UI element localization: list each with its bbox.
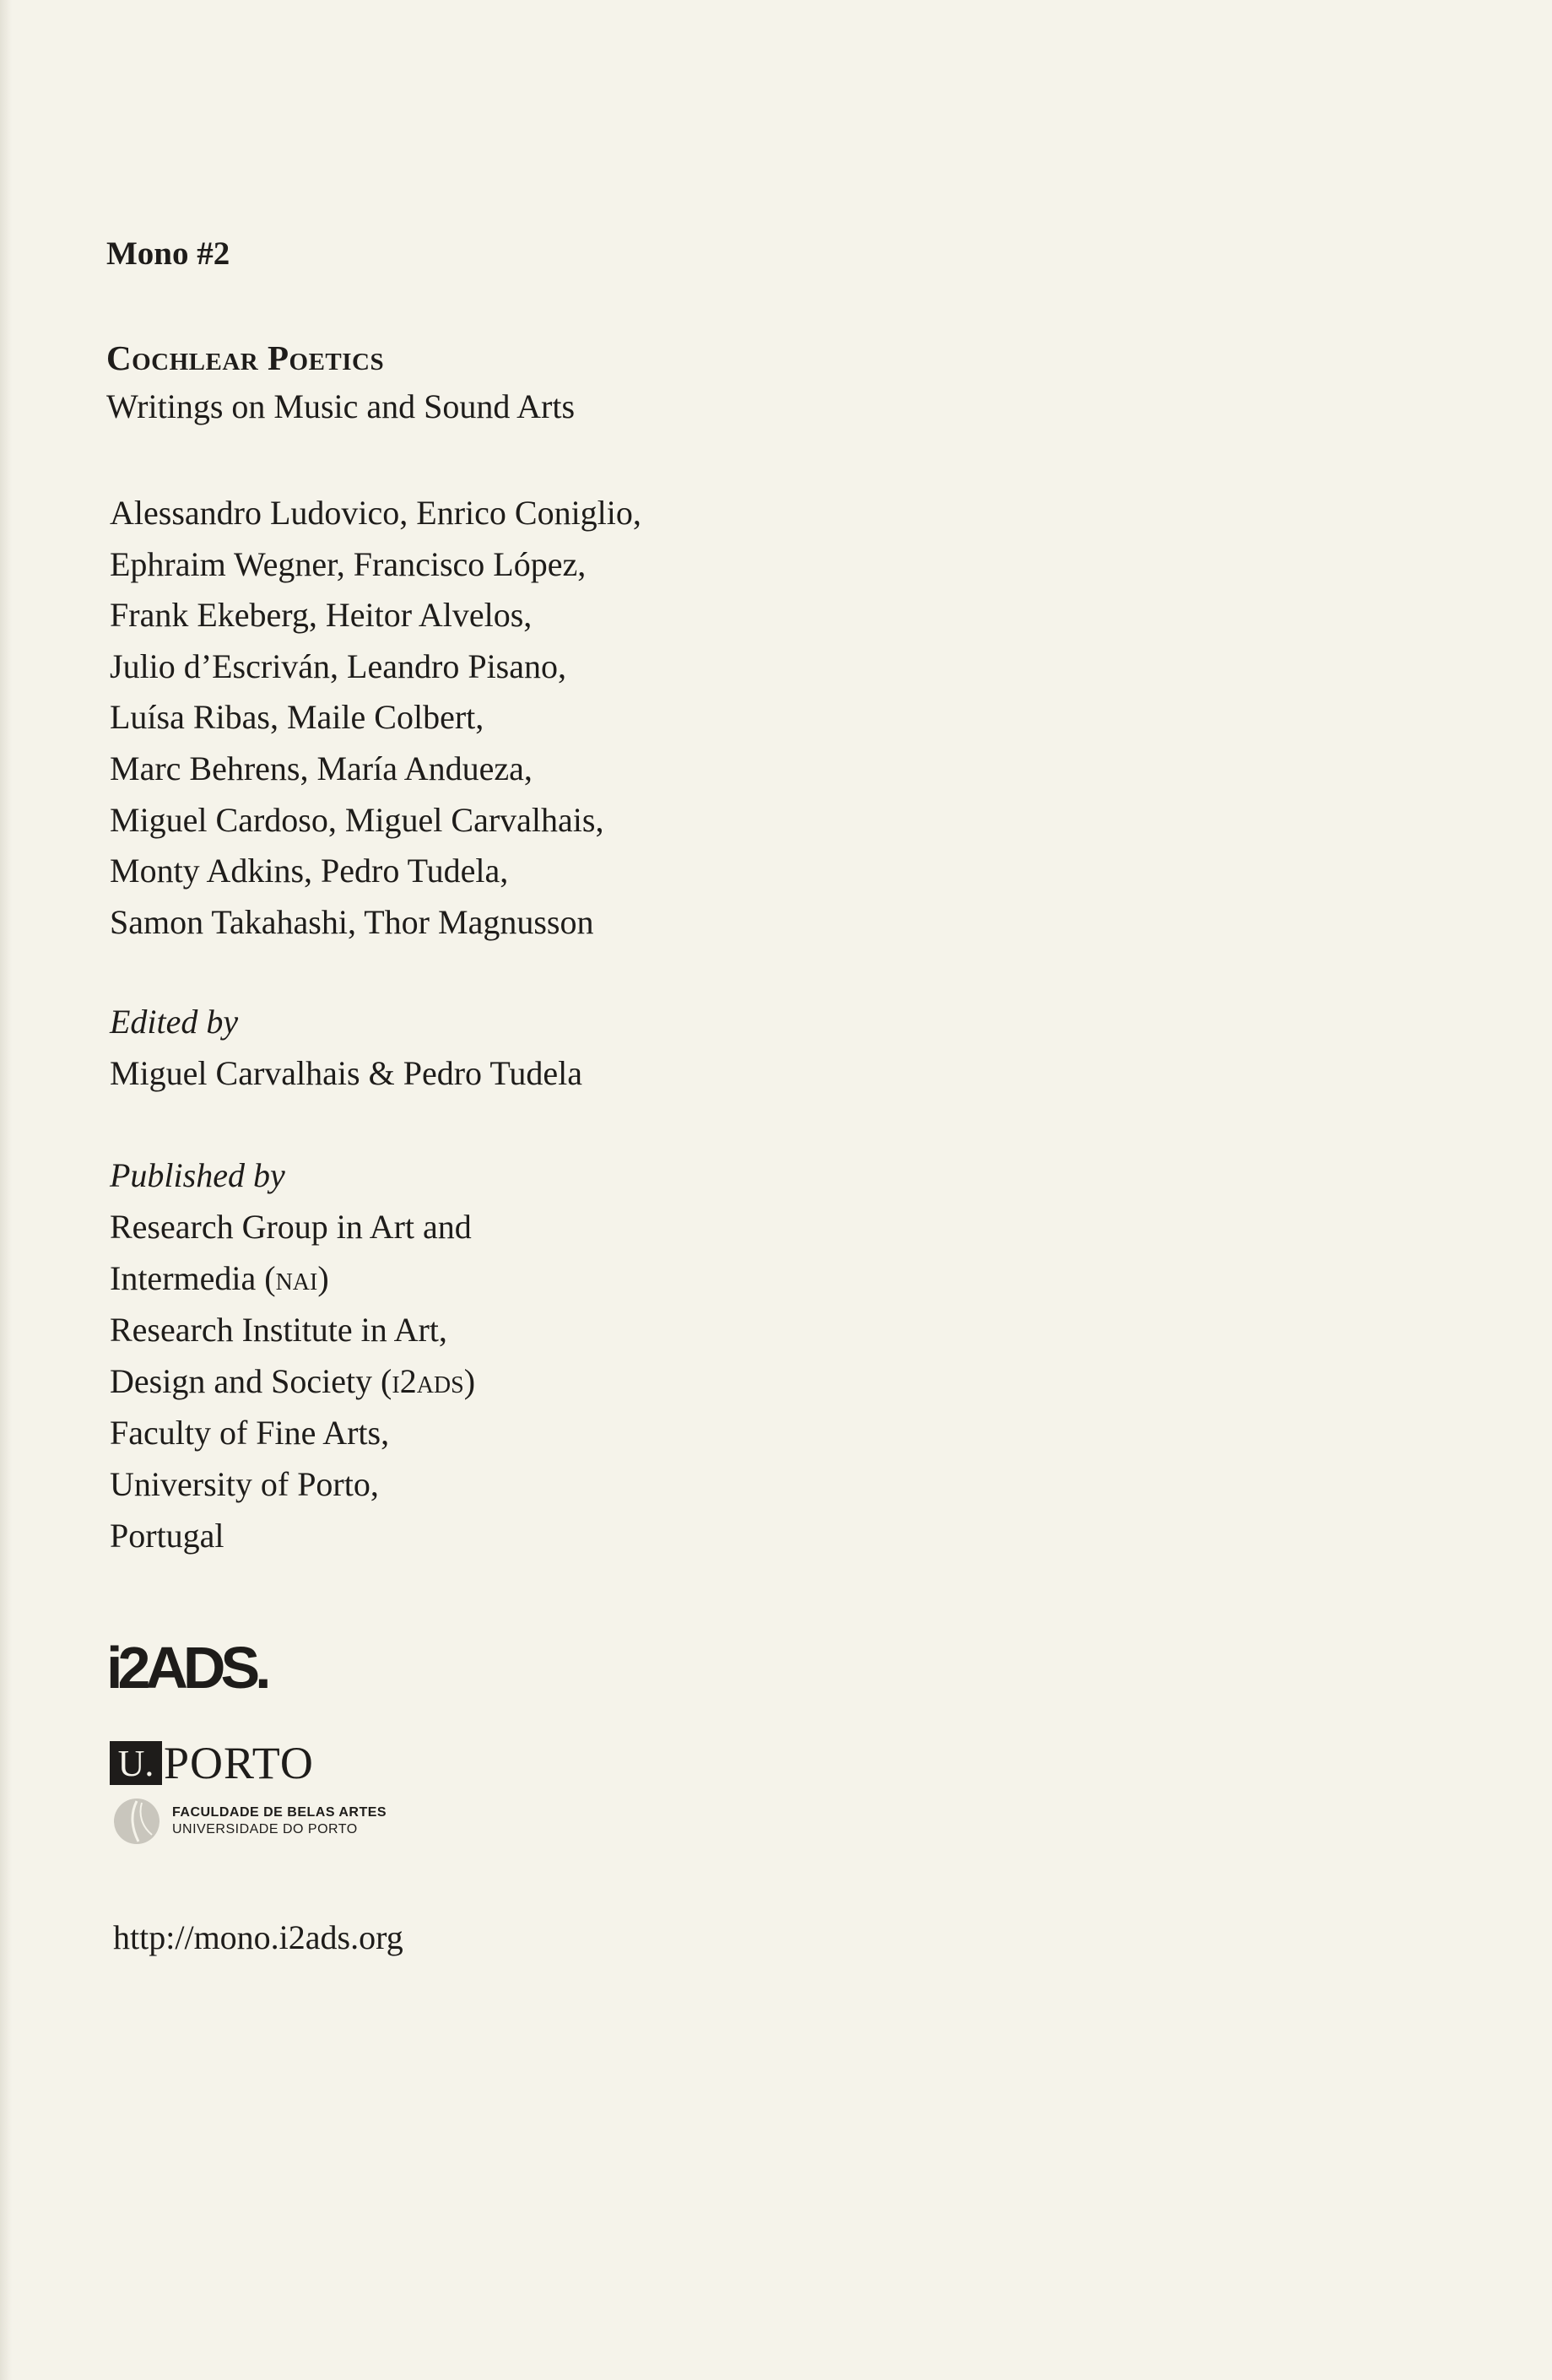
series-label: Mono #2 (106, 235, 230, 272)
published-by-section (110, 1149, 475, 1561)
publisher-line: Portugal (110, 1517, 224, 1555)
i2ads-logo-text: i2ADS. (106, 1636, 267, 1700)
fba-line-faculty: FACULDADE DE BELAS ARTES (172, 1805, 387, 1820)
published-by-label: Published by (110, 1156, 285, 1194)
publisher-line: Research Group in Art and (110, 1208, 472, 1246)
edited-by-label: Edited by (110, 1003, 239, 1041)
fba-logo (113, 1798, 387, 1845)
publisher-line (110, 1252, 475, 1304)
book-subtitle: Writings on Music and Sound Arts (106, 387, 576, 425)
authors-line: Samon Takahashi, Thor Magnusson (110, 902, 594, 941)
publisher-line: Faculty of Fine Arts, (110, 1414, 390, 1452)
uporto-wordmark: PORTO (164, 1738, 314, 1788)
authors-line: Monty Adkins, Pedro Tudela, (110, 852, 509, 890)
page-edge-shadow (0, 0, 12, 2380)
i2ads-logo (106, 1636, 292, 1700)
publisher-text: ) (463, 1362, 476, 1400)
authors-line: Luísa Ribas, Maile Colbert, (110, 698, 484, 737)
authors-line: Miguel Cardoso, Miguel Carvalhais, (110, 800, 604, 839)
publisher-text: Intermedia ( (110, 1259, 276, 1297)
book-title: Cochlear Poetics (106, 338, 385, 377)
publisher-line (110, 1355, 475, 1407)
edited-by-section (110, 996, 582, 1099)
editors-names: Miguel Carvalhais & Pedro Tudela (110, 1054, 582, 1092)
authors-line: Ephraim Wegner, Francisco López, (110, 544, 587, 583)
fba-emblem-icon (113, 1798, 160, 1845)
i2ads-acronym: i2ads (392, 1362, 464, 1400)
fba-text (172, 1804, 387, 1838)
publisher-line: University of Porto, (110, 1465, 379, 1503)
website-url: http://mono.i2ads.org (113, 1918, 403, 1956)
authors-line: Frank Ekeberg, Heitor Alvelos, (110, 596, 533, 635)
publisher-line: Research Institute in Art, (110, 1311, 447, 1349)
uporto-logo (110, 1739, 314, 1788)
authors-line: Alessandro Ludovico, Enrico Coniglio, (110, 494, 641, 532)
uporto-u-mark: U. (110, 1741, 162, 1785)
authors-line: Julio d’Escriván, Leandro Pisano, (110, 646, 566, 685)
publisher-text: Design and Society ( (110, 1362, 392, 1400)
nai-acronym: nai (275, 1259, 318, 1297)
authors-list (110, 488, 641, 948)
fba-line-university: UNIVERSIDADE DO PORTO (172, 1822, 358, 1836)
authors-line: Marc Behrens, María Andueza, (110, 749, 533, 787)
publisher-text: ) (317, 1259, 329, 1297)
